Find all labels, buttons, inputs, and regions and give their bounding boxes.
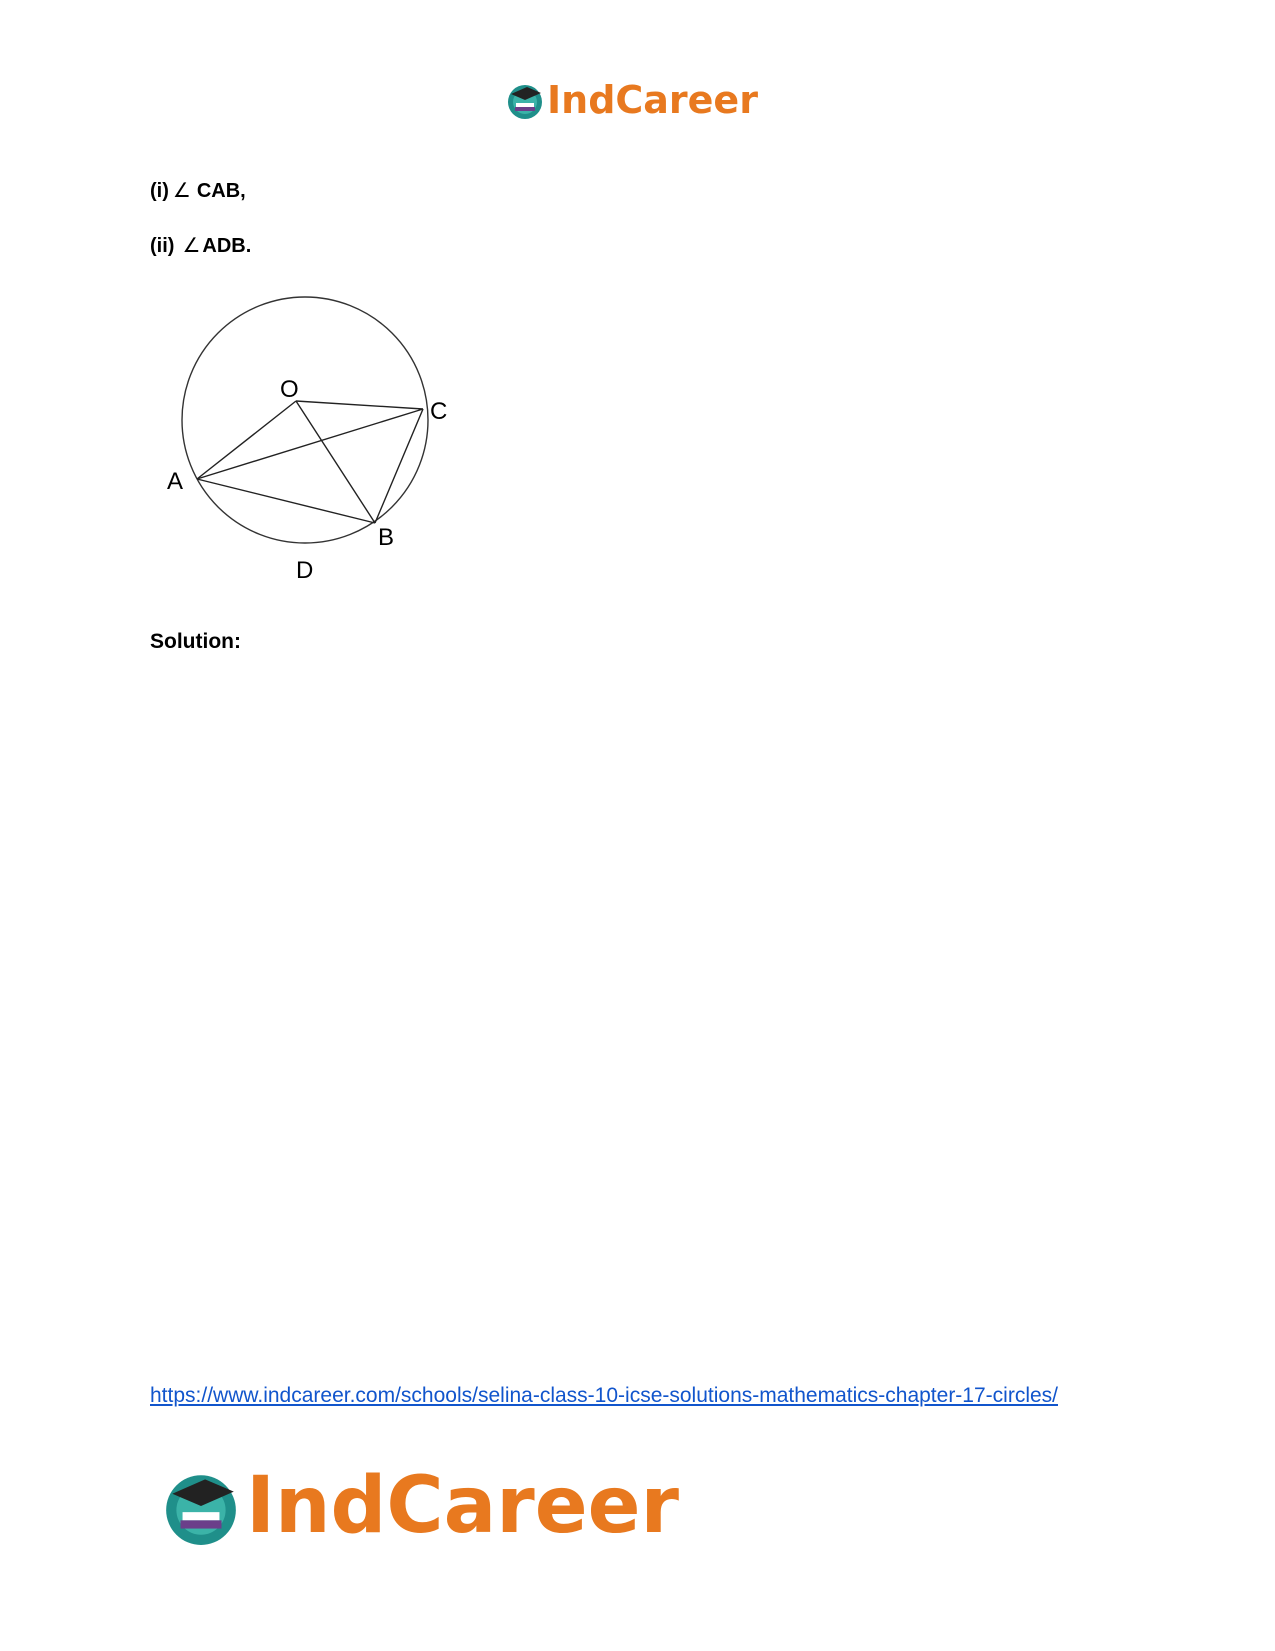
line-ac	[197, 409, 423, 479]
solution-heading: Solution:	[150, 630, 241, 653]
angle-symbol: ∠	[172, 180, 191, 202]
part-i-label: (i)	[150, 180, 169, 202]
line-cb	[375, 409, 423, 523]
point-label-b: B	[378, 524, 395, 551]
source-url-link[interactable]: https://www.indcareer.com/schools/selina-class-10-icse-solutions-mathematics-chapter-17-circles/	[150, 1384, 1058, 1407]
line-oa	[197, 401, 296, 479]
line-ob	[296, 401, 375, 523]
point-label-o: O	[280, 376, 299, 403]
logo-wordmark: IndCareer	[246, 1461, 679, 1551]
point-label-a: A	[167, 468, 184, 495]
graduation-globe-icon	[505, 80, 545, 120]
line-ab	[197, 479, 375, 523]
logo-wordmark: IndCareer	[547, 78, 758, 122]
graduation-globe-icon	[160, 1465, 242, 1547]
circle-geometry-figure	[150, 285, 470, 590]
line-oc	[296, 401, 423, 409]
angle-symbol: ∠	[182, 235, 201, 257]
part-ii-label: (ii)	[150, 235, 175, 257]
header-logo	[505, 80, 758, 120]
part-ii-text: ADB.	[202, 235, 252, 257]
point-label-d: D	[296, 557, 314, 584]
point-label-c: C	[430, 398, 448, 425]
footer-logo	[160, 1461, 679, 1551]
part-i-text: CAB,	[196, 180, 246, 202]
question-part-ii	[150, 233, 251, 258]
question-part-i	[150, 178, 246, 203]
